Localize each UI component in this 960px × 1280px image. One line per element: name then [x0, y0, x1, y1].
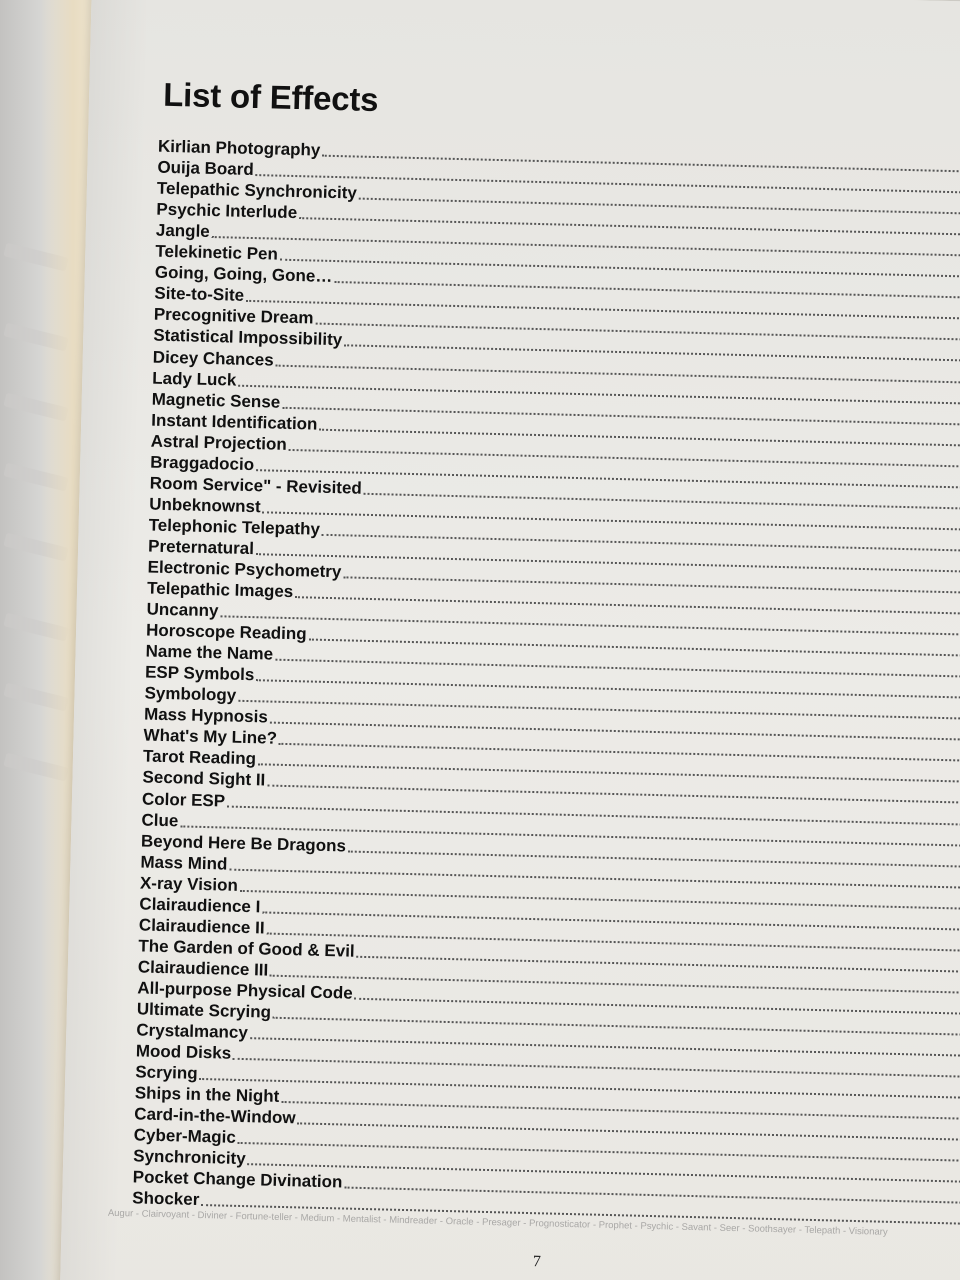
toc-entry-label: Cyber-Magic: [133, 1125, 237, 1148]
toc-entry-label: Pocket Change Divination: [132, 1167, 343, 1192]
toc-entry-label: Telepathic Synchronicity: [156, 178, 358, 203]
page-title: List of Effects: [162, 75, 379, 119]
toc-entry-label: Telekinetic Pen: [155, 241, 279, 264]
toc-entry-label: Second Sight II: [142, 767, 266, 790]
toc-entry-label: Statistical Impossibility: [153, 326, 343, 350]
footer-synonyms: Augur - Clairvoyant - Diviner - Fortune-teller - Medium - Mentalist - Mindreader - Oracle - Presager - Prognosticator - Prophet - Psychic - Savant - Seer - Soothsayer - Telepath - Visionary: [107, 1207, 888, 1238]
toc-entry-label: Preternatural: [147, 536, 255, 559]
toc-entry-label: Instant Identification: [151, 410, 318, 434]
toc-entry-label: ESP Symbols: [144, 662, 255, 685]
toc-entry-label: Symbology: [144, 683, 237, 705]
toc-entry-label: Astral Projection: [150, 431, 287, 454]
book-page: [60, 0, 960, 1280]
page-number: 7: [532, 1253, 542, 1271]
toc-entry-label: Psychic Interlude: [156, 199, 298, 223]
toc-entry-label: Ouija Board: [157, 157, 255, 180]
toc-entry-label: Horoscope Reading: [145, 620, 307, 644]
toc-entry-label: Site-to-Site: [154, 283, 245, 306]
toc-entry-label: Jangle: [155, 220, 210, 242]
toc-entry-label: Room Service" - Revisited: [149, 473, 363, 498]
toc-entry-label: Mass Mind: [140, 852, 228, 874]
toc-entry-label: Magnetic Sense: [151, 389, 281, 412]
toc-entry-label: Electronic Psychometry: [147, 557, 342, 582]
toc-entry-label: Clairaudience I: [139, 894, 261, 917]
toc-entry-label: Card-in-the-Window: [134, 1104, 296, 1128]
toc-list: [132, 136, 960, 1230]
toc-entry-label: Beyond Here Be Dragons: [140, 831, 347, 856]
toc-entry-label: Scrying: [135, 1062, 198, 1084]
toc-entry-label: Telepathic Images: [146, 578, 294, 602]
toc-entry-label: All-purpose Physical Code: [137, 978, 353, 1003]
toc-entry-label: Tarot Reading: [142, 746, 257, 769]
toc-entry-label: X-ray Vision: [139, 873, 239, 895]
toc-entry-label: Mood Disks: [135, 1041, 232, 1063]
toc-entry-label: Clairaudience III: [137, 957, 269, 980]
toc-entry-label: What's My Line?: [143, 725, 278, 749]
toc-entry-label: The Garden of Good & Evil: [138, 936, 355, 961]
toc-entry-label: Mass Hypnosis: [143, 704, 269, 727]
toc-entry-label: Uncanny: [146, 599, 219, 621]
toc-entry-label: Telephonic Telepathy: [148, 515, 321, 539]
toc-entry-label: Clue: [141, 810, 179, 830]
toc-entry-label: Braggadocio: [150, 452, 255, 474]
toc-entry-label: Unbeknownst: [148, 494, 261, 517]
toc-entry-label: Lady Luck: [152, 368, 237, 390]
toc-entry-label: Synchronicity: [133, 1146, 246, 1169]
toc-entry-label: Shocker: [132, 1188, 200, 1210]
toc-entry-label: Going, Going, Gone…: [154, 262, 333, 287]
toc-entry-label: Kirlian Photography: [157, 136, 321, 160]
toc-entry-label: Color ESP: [141, 788, 226, 810]
toc-entry-label: Ships in the Night: [134, 1083, 280, 1107]
toc-entry-label: Precognitive Dream: [153, 305, 314, 328]
toc-entry-label: Clairaudience II: [138, 915, 265, 938]
toc-entry-label: Dicey Chances: [152, 347, 274, 370]
toc-section: [132, 76, 960, 1230]
toc-entry-label: Name the Name: [145, 641, 274, 664]
toc-entry-label: Ultimate Scrying: [136, 999, 272, 1022]
toc-entry-label: Crystalmancy: [136, 1020, 249, 1043]
